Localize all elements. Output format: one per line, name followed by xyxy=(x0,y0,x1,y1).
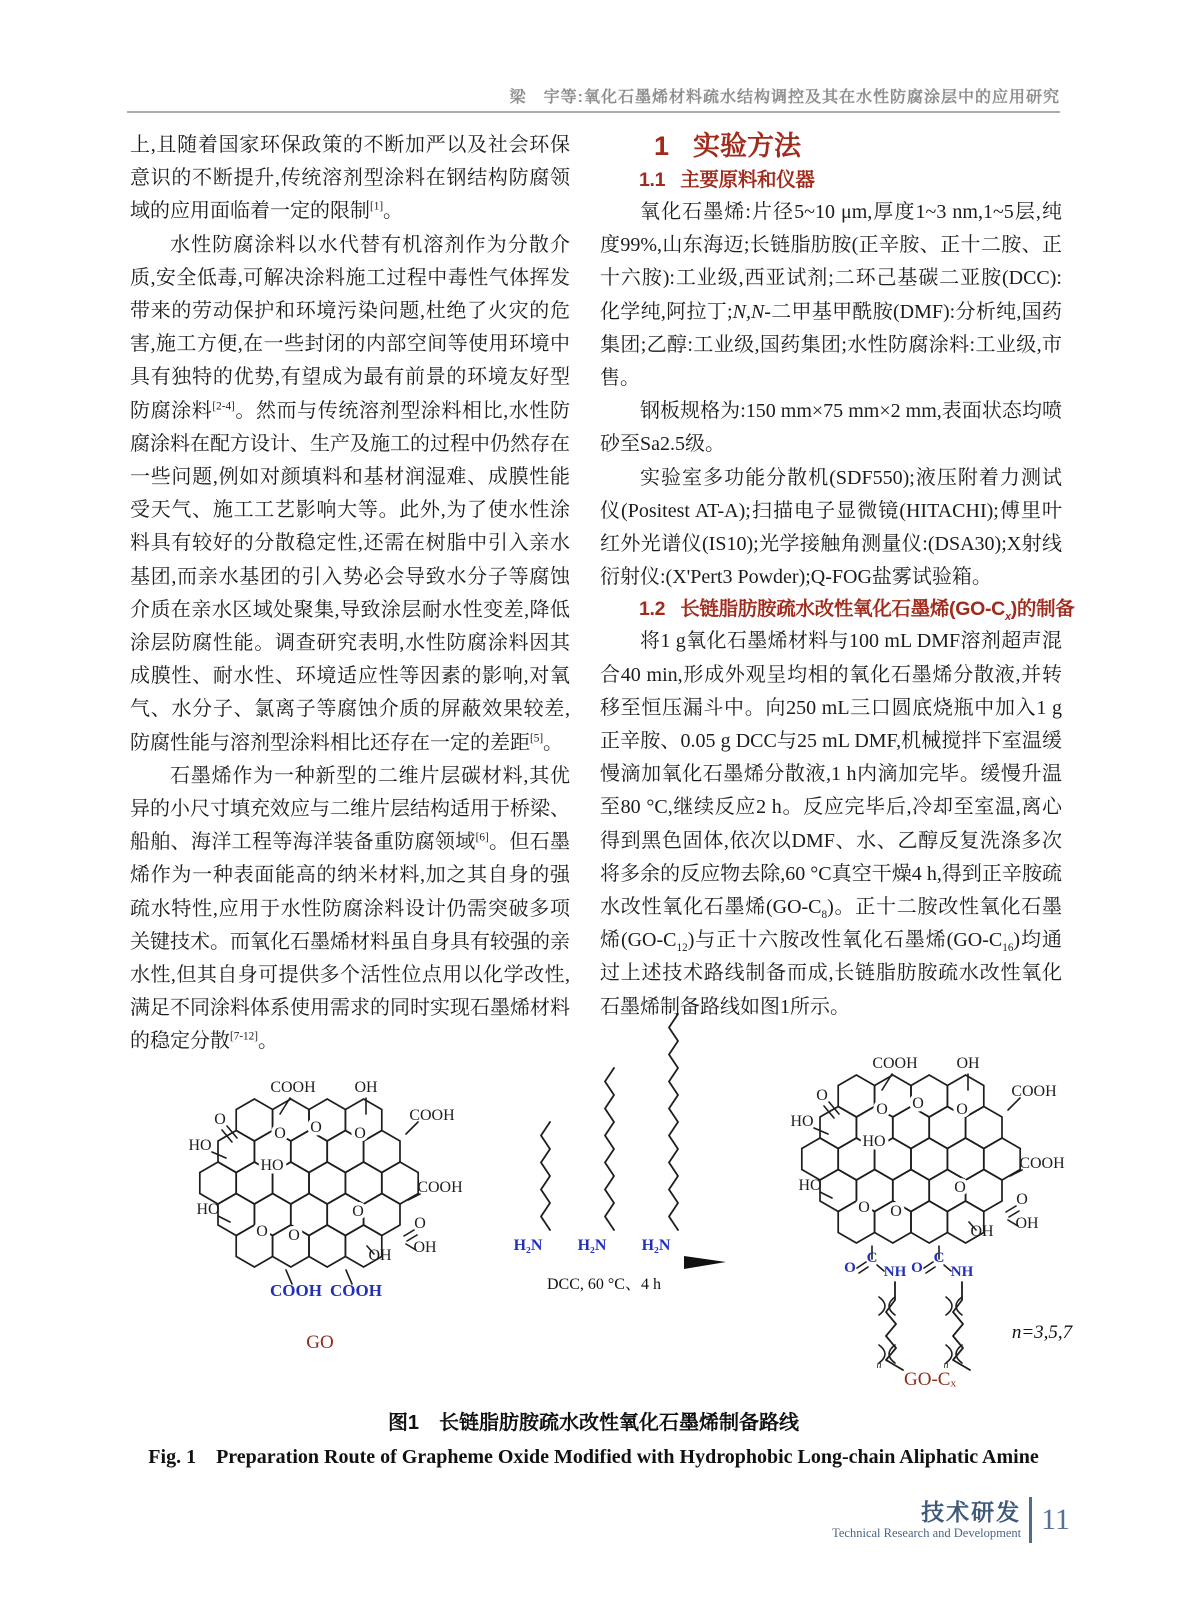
chem-label-oh: OH xyxy=(1015,1215,1039,1232)
body-paragraph: 石墨烯作为一种新型的二维片层碳材料,其优异的小尺寸填充效应与二维片层结构适用于桥梁、船舶、海洋工程等海洋装备重防腐领域[6]。但石墨烯作为一种表面能高的纳米材料,加之其自身的强疏水特性,应用于水性防腐涂料设计仍需突破多项关键技术。而氧化石墨烯材料虽自身具有较强的亲水性,但其自身可提供多个活性位点用以化学改性,满足不同涂料体系使用需求的同时实现石墨烯材料的稳定分散[7-12]。 xyxy=(130,764,571,1053)
section-number: 1.2 xyxy=(639,598,666,621)
hexagon-ring xyxy=(200,1162,236,1204)
chem-label-oh: OH xyxy=(368,1247,392,1264)
hexagon-ring xyxy=(291,1131,327,1173)
alkyl-chain xyxy=(541,1122,550,1230)
chem-label-oh: OH xyxy=(354,1079,378,1096)
go-cx-structure-diagram xyxy=(770,1038,1170,1393)
body-paragraph: 水性防腐涂料以水代替有机溶剂作为分散介质,安全低毒,可解决涂料施工过程中毒性气体挥发带来的劳动保护和环境污染问题,杜绝了火灾的危害,施工方便,在一些封闭的内部空间等使用环境中具有独特的优势,有望成为最有前景的环境友好型防腐涂料[2-4]。然而与传统溶剂型涂料相比,水性防腐涂料在配方设计、生产及施工的过程中仍然存在一些问题,例如对颜填料和基材润湿难、成膜性能受天气、施工工艺影响大等。此外,为了使水性涂料具有较好的分散稳定性,还需在树脂中引入亲水基团,而亲水基团的引入势必会导致水分子等腐蚀介质在亲水区域处聚集,导致涂层耐水性变差,降低涂层防腐性能。调查研究表明,水性防腐涂料因其成膜性、耐水性、环境适应性等因素的影响,对氧气、水分子、氯离子等腐蚀介质的屏蔽效果较差,防腐性能与溶剂型涂料相比还存在一定的差距[5]。 xyxy=(130,233,571,754)
footer-divider xyxy=(1029,1497,1032,1543)
footer-section-en: Technical Research and Development xyxy=(832,1526,1022,1540)
chem-label-o: O xyxy=(876,1101,888,1118)
chem-label-o: O xyxy=(256,1223,268,1240)
chem-label-cooh: COOH xyxy=(1019,1155,1065,1172)
section-heading-1 xyxy=(600,127,1062,165)
running-title: 梁 宇等:氧化石墨烯材料疏水结构调控及其在水性防腐涂层中的应用研究 xyxy=(509,89,1060,106)
chem-label-o: O xyxy=(858,1199,870,1216)
repeat-n-label: n xyxy=(876,1360,882,1371)
hexagon-ring xyxy=(820,1170,856,1212)
chem-label-cooh: COOH xyxy=(417,1179,463,1196)
figure-1-scheme xyxy=(0,950,1187,1410)
hexagon-ring xyxy=(966,1107,1002,1149)
repeat-alkyl-chain xyxy=(886,1282,903,1370)
chem-label-o: O xyxy=(890,1203,902,1220)
chem-label-ho: HO xyxy=(862,1133,886,1150)
chem-label-o: O xyxy=(354,1125,366,1142)
hexagon-ring xyxy=(345,1162,381,1204)
hexagon-ring xyxy=(947,1138,983,1180)
go-structure-diagram xyxy=(168,1062,473,1362)
chem-label-o: O xyxy=(274,1125,286,1142)
body-paragraph: 氧化石墨烯:片径5~10 μm,厚度1~3 nm,1~5层,纯度99%,山东海迈;长链脂肪胺(正辛胺、正十二胺、正十六胺):工业级,西亚试剂;二环己基碳二亚胺(DCC):化学纯,阿拉丁;N,N-二甲基甲酰胺(DMF):分析纯,国药集团;乙醇:工业级,国药集团;水性防腐涂料:工业级,市售。 xyxy=(600,201,1062,390)
reaction-condition: DCC, 60 °C、4 h xyxy=(547,1276,661,1293)
hexagon-ring xyxy=(218,1194,254,1236)
chem-label-cooh: COOH xyxy=(330,1281,382,1300)
go-caption: GO xyxy=(306,1332,334,1353)
amide-nh-label: NH xyxy=(883,1264,907,1280)
chem-label-ho: HO xyxy=(260,1157,284,1174)
chem-label-ho: HO xyxy=(790,1113,814,1130)
chem-label-oh: OH xyxy=(970,1223,994,1240)
repeat-alkyl-chain xyxy=(953,1282,970,1370)
hexagon-ring xyxy=(911,1201,947,1243)
amine-h2n-label: H₂N xyxy=(641,1237,671,1254)
chem-label-o: O xyxy=(310,1119,322,1136)
section-title: 实验方法 xyxy=(693,131,802,161)
graphene-lattice xyxy=(200,1099,418,1267)
amide-groups xyxy=(844,1250,973,1371)
chem-label-oh: OH xyxy=(956,1055,980,1072)
graphene-lattice xyxy=(802,1075,1020,1243)
chem-label-cooh: COOH xyxy=(1011,1083,1057,1100)
section-heading-1-1 xyxy=(600,165,1062,196)
chem-label-ho: HO xyxy=(188,1137,212,1154)
body-paragraph: 实验室多功能分散机(SDF550);液压附着力测试仪(Positest AT-A);扫描电子显微镜(HITACHI);傅里叶红外光谱仪(IS10);光学接触角测量仪:(DSA30);X射线衍射仪:(X'Pert3 Powder);Q-FOG盐雾试验箱。 xyxy=(600,466,1062,589)
chem-label-o: O xyxy=(912,1095,924,1112)
header-rule xyxy=(127,111,1060,113)
hexagon-ring xyxy=(893,1107,929,1149)
section-heading-1-2 xyxy=(600,594,1075,625)
chem-label-cooh: COOH xyxy=(409,1107,455,1124)
body-paragraph: 钢板规格为:150 mm×75 mm×2 mm,表面状态均喷砂至Sa2.5级。 xyxy=(600,400,1062,456)
hexagon-ring xyxy=(966,1170,1002,1212)
chem-label-o: O xyxy=(414,1215,426,1232)
chem-label-o: O xyxy=(214,1111,226,1128)
chem-label-ho: HO xyxy=(196,1201,220,1218)
amide-c-label: C xyxy=(933,1250,945,1266)
hexagon-ring xyxy=(309,1162,345,1204)
chem-labels xyxy=(790,1055,1065,1240)
left-column xyxy=(130,129,570,1059)
go-cx-caption: GO-Cₓ xyxy=(904,1369,956,1390)
n-values-note: n=3,5,7 xyxy=(1011,1322,1073,1343)
figure-caption-zh: 图1 长链脂肪胺疏水改性氧化石墨烯制备路线 xyxy=(387,1412,800,1434)
chem-label-o: O xyxy=(1016,1191,1028,1208)
chem-label-cooh: COOH xyxy=(270,1079,316,1096)
section-title: 长链脂肪胺疏水改性氧化石墨烯$(GO-C_x)$的制备 xyxy=(680,598,1075,624)
amine-h2n-label: H₂N xyxy=(513,1237,543,1254)
hexagon-ring xyxy=(236,1099,272,1141)
footer-section xyxy=(832,1499,1021,1541)
section-number: 1.1 xyxy=(639,169,666,191)
section-title: 主要原料和仪器 xyxy=(680,169,815,191)
footer-section-zh: 技术研发 xyxy=(921,1499,1022,1525)
alkyl-chain xyxy=(605,1068,614,1230)
amide-c-label: C xyxy=(866,1250,878,1266)
chem-label-cooh: COOH xyxy=(872,1055,918,1072)
reaction-arrow xyxy=(684,1256,726,1269)
amine-reagents-diagram xyxy=(492,958,762,1303)
amine-h2n-label: H₂N xyxy=(577,1237,607,1254)
chem-label-o: O xyxy=(352,1203,364,1220)
body-paragraph: 上,且随着国家环保政策的不断加严以及社会环保意识的不断提升,传统溶剂型涂料在钢结构防腐领域的应用面临着一定的限制[1]。 xyxy=(130,134,570,223)
hexagon-ring xyxy=(364,1131,400,1173)
chem-label-o: O xyxy=(954,1179,966,1196)
body-paragraph: 将1 g氧化石墨烯材料与100 mL DMF溶剂超声混合40 min,形成外观呈均相的氧化石墨烯分散液,并转移至恒压漏斗中。向250 mL三口圆底烧瓶中加入1 g正辛胺、0.05 g DCC与25 mL DMF,机械搅拌下室温缓慢滴加氧化石墨烯分散液,1 h内滴加完毕。缓慢升温至80 °C,继续反应2 h。反应完毕后,冷却至室温,离心得到黑色固体,依次以DMF、水、乙醇反复洗涤多次将多余的反应物去除,60 °C真空干燥4 h,得到正辛胺疏水改性氧化石墨烯$(GO-C_8)$。正十二胺改性氧化石墨烯$(GO-C_{12})$与正十六胺改性氧化石墨烯$(GO-C_{16})$均通过上述技术路线制备而成,长链脂肪胺疏水改性氧化石墨烯制备路线如图1所示。 xyxy=(600,630,1062,1018)
hexagon-ring xyxy=(309,1225,345,1267)
alkyl-chains xyxy=(541,1014,678,1230)
chem-label-ho: HO xyxy=(798,1177,822,1194)
repeat-n-label: n xyxy=(943,1360,949,1371)
page-number: 11 xyxy=(1041,1503,1070,1536)
chem-label-o: O xyxy=(288,1227,300,1244)
page-footer xyxy=(832,1497,1070,1543)
section-number: 1 xyxy=(654,131,670,161)
chem-label-oh: OH xyxy=(413,1239,437,1256)
hexagon-ring xyxy=(802,1138,838,1180)
alkyl-chain xyxy=(669,1014,678,1230)
amide-o-label: O xyxy=(844,1260,856,1276)
amide-nh-label: NH xyxy=(950,1264,974,1280)
right-column xyxy=(600,127,1075,1024)
hexagon-ring xyxy=(364,1194,400,1236)
hexagon-ring xyxy=(911,1138,947,1180)
running-head xyxy=(127,84,1060,107)
figure-caption-en: Fig. 1 Preparation Route of Grapheme Oxide Modified with Hydrophobic Long-chain Aliphatic Amine xyxy=(148,1446,1039,1468)
amide-o-label: O xyxy=(911,1260,923,1276)
chem-label-o: O xyxy=(816,1087,828,1104)
hexagon-ring xyxy=(838,1075,874,1117)
chem-label-o: O xyxy=(956,1101,968,1118)
chem-label-cooh: COOH xyxy=(270,1281,322,1300)
